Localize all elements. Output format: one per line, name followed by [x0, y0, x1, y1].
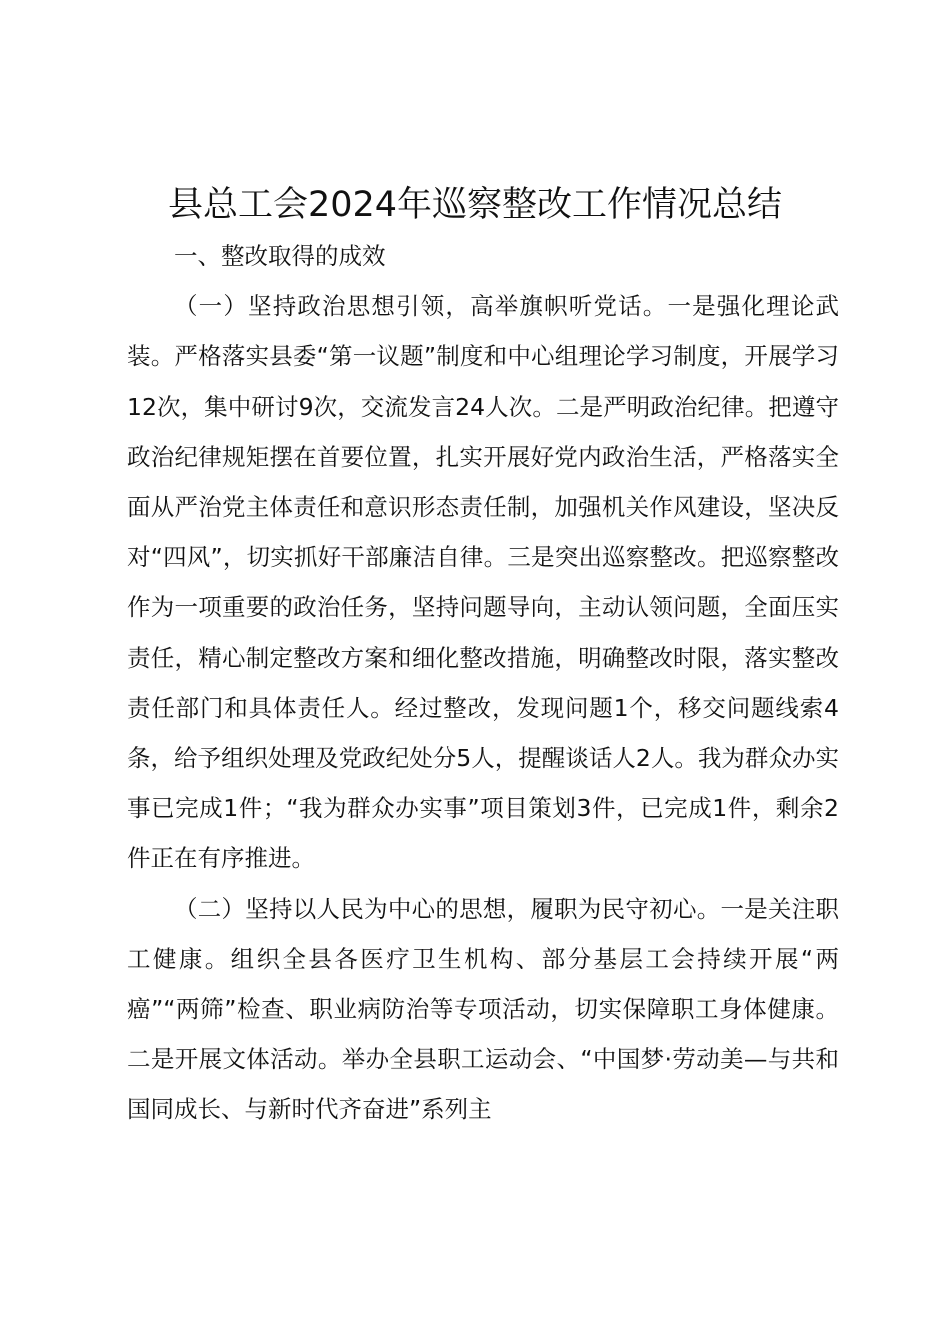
paragraph-2: （二）坚持以人民为中心的思想，履职为民守初心。一是关注职工健康。组织全县各医疗卫生机构、部分基层工会持续开展“两癌”“两筛”检查、职业病防治等专项活动，切实保障职工身体健康。二是开展文体活动。举办全县职工运动会、“中国梦·劳动美—与共和国同成长、与新时代齐奋进”系列主	[127, 894, 839, 1124]
paragraph-1: （一）坚持政治思想引领，高举旗帜听党话。一是强化理论武装。严格落实县委“第一议题”制度和中心组理论学习制度，开展学习12次，集中研讨9次，交流发言24人次。二是严明政治纪律。把遵守政治纪律规矩摆在首要位置，扎实开展好党内政治生活，严格落实全面从严治党主体责任和意识形态责任制，加强机关作风建设，坚决反对“四风”，切实抓好干部廉洁自律。三是突出巡察整改。把巡察整改作为一项重要的政治任务，坚持问题导向，主动认领问题，全面压实责任，精心制定整改方案和细化整改措施，明确整改时限，落实整改责任部门和具体责任人。经过整改，发现问题1个，移交问题线索4条，给予组织处理及党政纪处分5人，提醒谈话人2人。我为群众办实事已完成1件；“我为群众办实事”项目策划3件，已完成1件，剩余2件正在有序推进。	[127, 292, 839, 873]
section-heading: 一、整改取得的成效	[174, 242, 386, 270]
document-body	[127, 231, 839, 1135]
document-title: 县总工会2024年巡察整改工作情况总结	[167, 185, 783, 225]
